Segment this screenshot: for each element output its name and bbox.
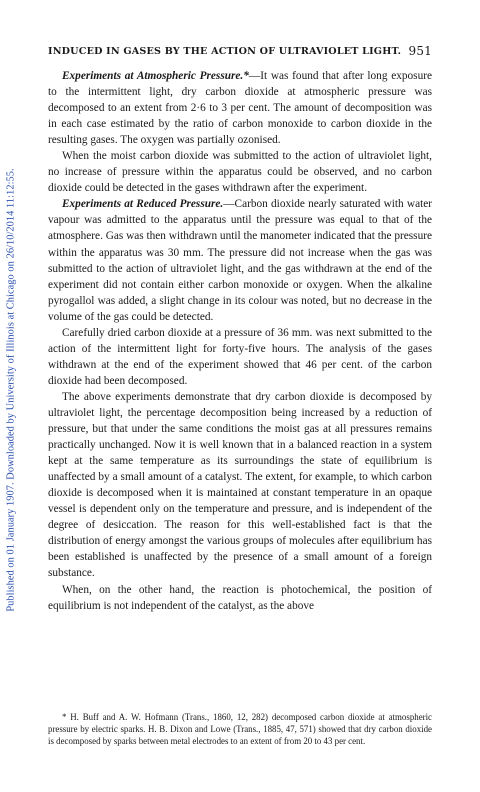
page-number: 951 [408, 44, 432, 58]
paragraph [48, 148, 432, 196]
paragraph [48, 68, 432, 148]
footnote [48, 712, 432, 747]
paragraph-text: When, on the other hand, the reaction is photochemical, the position of equilibrium is not independent of the catalyst, as the above [48, 583, 432, 612]
paragraph [48, 582, 432, 614]
paragraph [48, 389, 432, 582]
download-provenance-note [2, 40, 20, 740]
running-header [48, 44, 432, 62]
paragraph-text: When the moist carbon dioxide was submitted to the action of ultraviolet light, no increase of pressure within the apparatus could be observed, and no carbon dioxide could be detected in the gases withdrawn after the experiment. [48, 150, 432, 195]
download-provenance-text: Published on 01 January 1907. Downloaded by University of Illinois at Chicago on 26/10/2014 11:12:55. [5, 168, 17, 612]
paragraph [48, 196, 432, 324]
paragraph-text: Carefully dried carbon dioxide at a pressure of 36 mm. was next submitted to the action of the intermittent light for forty-five hours. The analysis of the gases withdrawn at the end of the experiment showed that 46 per cent. of the carbon dioxide had been decomposed. [48, 326, 432, 387]
paragraph-text: The above experiments demonstrate that dry carbon dioxide is decomposed by ultraviolet light, the percentage decomposition being increased by a reduction of pressure, but that under the same conditions the moist gas at all pressures remains practically unchanged. Now it is well known that in a balanced reaction in a system kept at the same temperature as its surroundings the state of equilibrium is unaffected by a small amount of a catalyst. The extent, for example, to which carbon dioxide is decomposed when it is maintained at constant temperature in an opaque vessel is dependent only on the temperature and pressure, and is independent of the degree of desiccation. The reason for this well-established fact is that the distribution of energy amongst the various groups of molecules after equilibrium has been established is unaffected by the presence of a small amount of a foreign substance. [48, 390, 432, 580]
body-text [48, 68, 432, 614]
paragraph [48, 325, 432, 389]
section-heading: Experiments at Atmospheric Pressure.* [62, 70, 249, 82]
paragraph-text: —It was found that after long exposure to the intermittent light, dry carbon dioxide at atmospheric pressure was decomposed to an extent from 2·6 to 3 per cent. The amount of decomposition was in each case estimated by the ratio of carbon monoxide to carbon dioxide in the resulting gases. The oxygen was partially ozonised. [48, 70, 433, 147]
footnote-text: * H. Buff and A. W. Hofmann (Trans., 1860, 12, 282) decomposed carbon dioxide at atmospheric pressure by electric sparks. H. B. Dixon and Lowe (Trans., 1885, 47, 571) showed that dry carbon dioxide is decomposed by sparks between metal electrodes to an extent of from 20 to 43 per cent. [48, 712, 432, 746]
section-heading: Experiments at Reduced Pressure. [62, 198, 224, 211]
paragraph-text: —Carbon dioxide nearly saturated with water vapour was admitted to the apparatus until the pressure was equal to that of the atmosphere. Gas was then withdrawn until the manometer indicated that the pressure within the apparatus was 30 mm. The pressure did not increase when the gas was submitted to the action of ultraviolet light, and the gas withdrawn at the end of the experiment did not contain either carbon monoxide or oxygen. When the alkaline pyrogallol was added, a slight change in its colour was noted, but no decrease in the volume of the gas could be detected. [48, 198, 432, 323]
running-title: INDUCED IN GASES BY THE ACTION OF ULTRAVIOLET LIGHT. [48, 46, 402, 57]
